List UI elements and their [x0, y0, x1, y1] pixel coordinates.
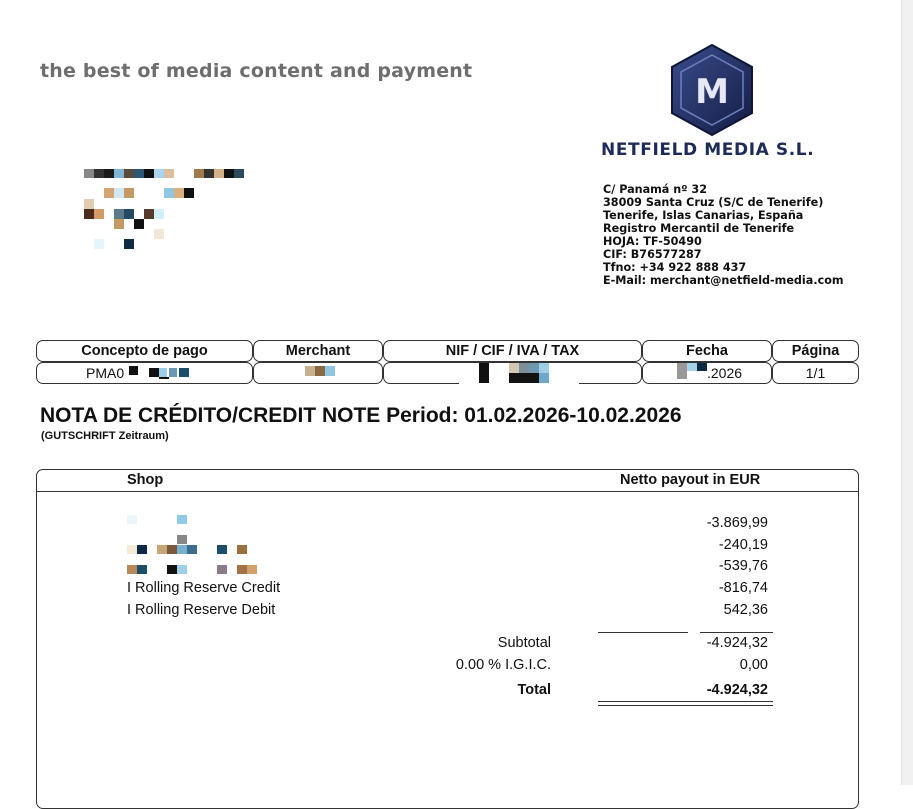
total-double-rule — [598, 701, 773, 706]
company-address — [603, 183, 844, 287]
payout-header-divider — [36, 491, 859, 492]
total-label: Total — [517, 682, 551, 698]
subtotal-value: -4.924,32 — [706, 635, 768, 651]
header-pagina: Página — [772, 340, 859, 362]
address-line: Registro Mercantil de Tenerife — [603, 222, 795, 235]
row-label-rolling-reserve-credit: I Rolling Reserve Credit — [127, 580, 281, 596]
fecha-value-cell — [642, 362, 772, 384]
column-netto-payout: Netto payout in EUR — [620, 472, 761, 488]
row-amount: -3.869,99 — [706, 515, 768, 531]
row-amount: 542,36 — [723, 602, 768, 618]
pagina-value-cell — [772, 362, 859, 384]
company-name: NETFIELD MEDIA S.L. — [601, 140, 815, 160]
address-line: Tenerife, Islas Canarias, España — [603, 209, 804, 222]
column-shop: Shop — [127, 472, 164, 488]
row-amount: -539,76 — [718, 558, 768, 574]
tax-value: 0,00 — [739, 657, 768, 673]
address-line: CIF: B76577287 — [603, 248, 702, 261]
redacted-recipient-address — [84, 168, 254, 252]
total-value: -4.924,32 — [706, 682, 768, 698]
concepto-value: PMA0 — [86, 365, 125, 381]
row-label-rolling-reserve-debit: I Rolling Reserve Debit — [127, 602, 276, 618]
subtotal-rule-left — [598, 632, 688, 633]
redacted-tax-id — [459, 363, 579, 383]
redacted-merchant — [305, 366, 335, 376]
document-subtitle: (GUTSCHRIFT Zeitraum) — [41, 430, 169, 442]
row-amount: -240,19 — [718, 537, 768, 553]
tax-label: 0.00 % I.G.I.C. — [455, 657, 551, 673]
address-line: Tfno: +34 922 888 437 — [603, 261, 747, 274]
tagline: the best of media content and payment — [40, 60, 473, 82]
redacted-date — [677, 363, 707, 379]
header-merchant: Merchant — [253, 340, 383, 362]
address-line: C/ Panamá nº 32 — [603, 183, 707, 196]
header-tax-id: NIF / CIF / IVA / TAX — [383, 340, 642, 362]
logo-letter: M — [695, 72, 729, 112]
document-title: NOTA DE CRÉDITO/CREDIT NOTE Period: 01.02.2026-10.02.2026 — [40, 404, 682, 427]
tax-value-cell — [383, 362, 642, 384]
pagina-value: 1/1 — [805, 365, 826, 381]
address-line: HOJA: TF-50490 — [603, 235, 702, 248]
subtotal-label: Subtotal — [497, 635, 551, 651]
fecha-value: .2026 — [707, 365, 743, 381]
address-line: 38009 Santa Cruz (S/C de Tenerife) — [603, 196, 824, 209]
redacted-concepto — [129, 366, 201, 378]
netfield-logo-icon — [669, 43, 755, 137]
row-amount: -816,74 — [718, 580, 768, 596]
merchant-value-cell — [253, 362, 383, 384]
address-line: E-Mail: merchant@netfield-media.com — [603, 274, 844, 287]
subtotal-rule-right — [700, 632, 773, 633]
scrollbar[interactable] — [901, 0, 913, 785]
header-fecha: Fecha — [642, 340, 772, 362]
concepto-value-cell — [36, 362, 253, 384]
redacted-shop-names — [127, 513, 257, 575]
header-concepto-de-pago: Concepto de pago — [36, 340, 253, 362]
